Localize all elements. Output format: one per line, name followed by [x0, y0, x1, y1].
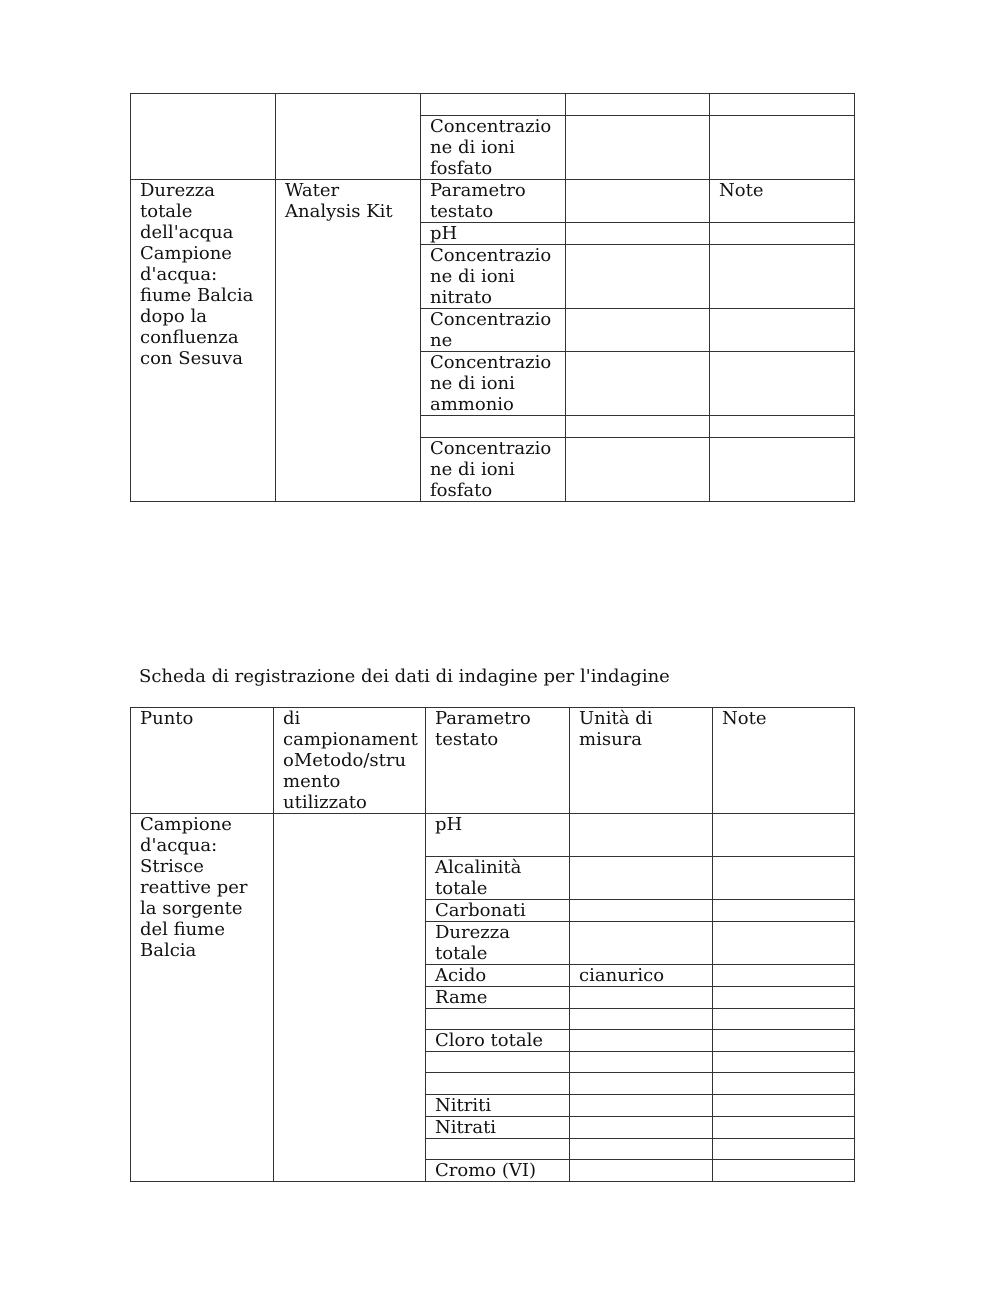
note-cell [713, 1030, 855, 1052]
unit-cell [566, 116, 710, 180]
header-method: di campionament oMetodo/stru mento utilizzato [274, 708, 426, 814]
table-row [131, 814, 855, 857]
param-cell: Concentrazio ne di ioni nitrato [421, 245, 566, 309]
method-cell [274, 814, 426, 1182]
note-cell [713, 900, 855, 922]
param-cell: pH [421, 223, 566, 245]
unit-cell [566, 223, 710, 245]
unit-cell [570, 922, 713, 965]
method-cell [276, 94, 421, 180]
unit-cell [570, 1117, 713, 1139]
note-cell [710, 416, 855, 438]
param-cell: Acido [426, 965, 570, 987]
param-cell [426, 1052, 570, 1073]
param-cell: Nitriti [426, 1095, 570, 1117]
unit-cell [570, 1160, 713, 1182]
unit-cell [570, 814, 713, 857]
note-cell [713, 922, 855, 965]
unit-cell [566, 245, 710, 309]
unit-cell [570, 1052, 713, 1073]
unit-cell [570, 900, 713, 922]
sample-cell [131, 94, 276, 180]
sample-cell: Campione d'acqua: Strisce reattive per la sorgente del fiume Balcia [131, 814, 274, 1182]
sample-cell: Durezza totale dell'acqua Campione d'acqua: fiume Balcia dopo la confluenza con Sesuva [131, 180, 276, 502]
note-cell [713, 1073, 855, 1095]
unit-cell [570, 1009, 713, 1030]
table-header-row [131, 708, 855, 814]
unit-cell [566, 438, 710, 502]
unit-cell [570, 1073, 713, 1095]
note-cell [710, 245, 855, 309]
note-cell [710, 438, 855, 502]
note-cell [713, 814, 855, 857]
param-cell: Cloro totale [426, 1030, 570, 1052]
param-cell: Carbonati [426, 900, 570, 922]
table-row [131, 180, 855, 223]
note-cell [710, 309, 855, 352]
unit-cell: cianurico [570, 965, 713, 987]
param-cell: Nitrati [426, 1117, 570, 1139]
param-cell: Rame [426, 987, 570, 1009]
header-param: Parametro testato [426, 708, 570, 814]
survey-table-1 [130, 93, 855, 502]
param-cell: Cromo (VI) [426, 1160, 570, 1182]
note-cell [713, 857, 855, 900]
note-cell [713, 1095, 855, 1117]
header-note: Note [713, 708, 855, 814]
param-cell [426, 1139, 570, 1160]
unit-cell [566, 309, 710, 352]
param-cell: Concentrazio ne [421, 309, 566, 352]
header-unit: Unità di misura [570, 708, 713, 814]
unit-cell [566, 416, 710, 438]
param-cell: Durezza totale [426, 922, 570, 965]
note-cell [713, 1009, 855, 1030]
param-cell: Alcalinità totale [426, 857, 570, 900]
param-cell: Concentrazio ne di ioni fosfato [421, 438, 566, 502]
method-cell: Water Analysis Kit [276, 180, 421, 502]
survey-table-2 [130, 707, 855, 1182]
note-cell [710, 116, 855, 180]
unit-cell [566, 94, 710, 116]
note-cell [710, 94, 855, 116]
note-cell [713, 987, 855, 1009]
param-cell [426, 1009, 570, 1030]
table-caption: Scheda di registrazione dei dati di indagine per l'indagine [139, 666, 670, 687]
header-point: Punto [131, 708, 274, 814]
unit-cell [570, 1095, 713, 1117]
unit-cell [570, 987, 713, 1009]
note-cell [713, 1052, 855, 1073]
param-cell [426, 1073, 570, 1095]
table-row [131, 94, 855, 116]
note-cell [710, 352, 855, 416]
note-cell [713, 1117, 855, 1139]
param-cell [421, 416, 566, 438]
unit-cell [566, 180, 710, 223]
unit-cell [566, 352, 710, 416]
param-cell: pH [426, 814, 570, 857]
note-cell [713, 965, 855, 987]
note-cell [710, 223, 855, 245]
note-cell [713, 1160, 855, 1182]
unit-cell [570, 1139, 713, 1160]
note-cell [713, 1139, 855, 1160]
param-header-cell: Parametro testato [421, 180, 566, 223]
param-cell: Concentrazio ne di ioni ammonio [421, 352, 566, 416]
param-cell [421, 94, 566, 116]
unit-cell [570, 857, 713, 900]
param-cell: Concentrazio ne di ioni fosfato [421, 116, 566, 180]
unit-cell [570, 1030, 713, 1052]
note-header-cell: Note [710, 180, 855, 223]
